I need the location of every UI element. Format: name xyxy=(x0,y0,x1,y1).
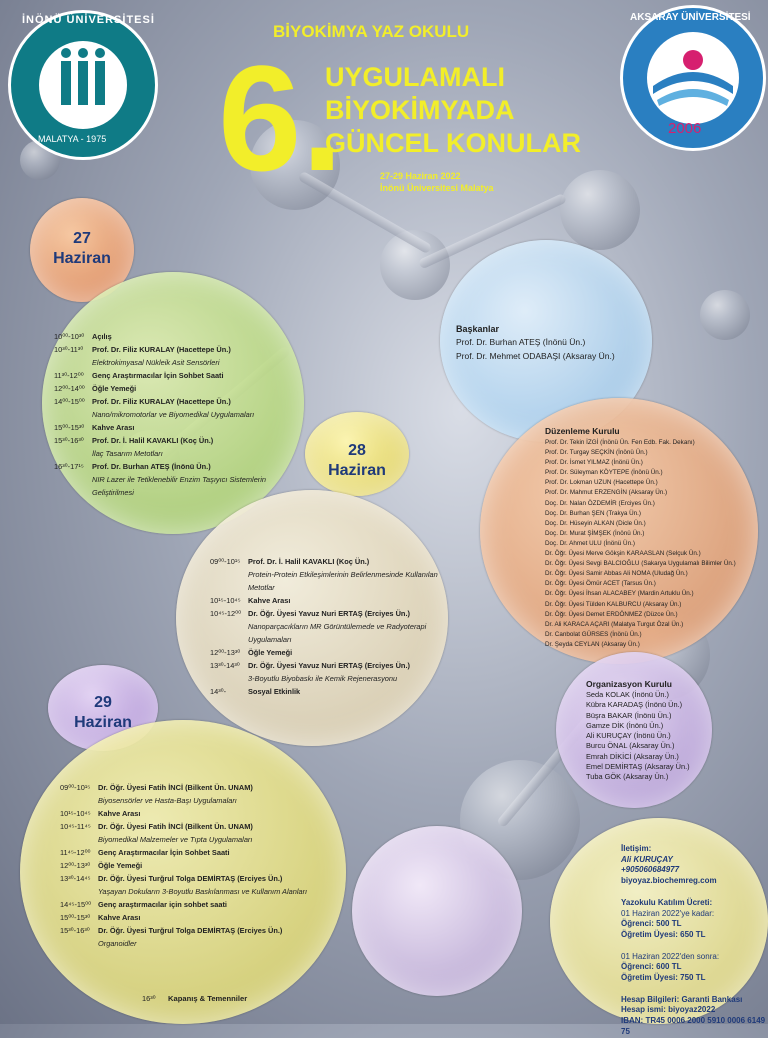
schedule-title: Prof. Dr. Filiz KURALAY (Hacettepe Ün.) xyxy=(92,345,231,354)
schedule-subtitle: Yaşayan Dokuların 3-Boyutlu Baskılanması ve Kullanım Alanları xyxy=(98,887,308,896)
day2-number: 28 xyxy=(348,442,366,459)
schedule-row xyxy=(54,421,294,434)
member-item: Ali KURUÇAY (İnönü Ün.) xyxy=(586,731,671,741)
day3-number: 29 xyxy=(94,694,112,711)
day2-month: Haziran xyxy=(328,462,386,479)
committee-title: Organizasyon Kurulu xyxy=(586,679,672,689)
fee-title: Yazokulu Katılım Ücreti: xyxy=(621,897,713,907)
member-item: Kübra KARADAŞ (İnönü Ün.) xyxy=(586,700,683,710)
day3-schedule xyxy=(60,781,330,950)
title-line-3: GÜNCEL KONULAR xyxy=(325,128,581,158)
schedule-subtitle: İlaç Tasarım Metotları xyxy=(92,449,163,458)
member-item: Dr. Ali KARACA AÇARI (Malatya Turgut Özal Ün.) xyxy=(545,620,684,628)
day3-month: Haziran xyxy=(74,714,132,731)
member-item: Seda KOLAK (İnönü Ün.) xyxy=(586,690,669,699)
schedule-title: Prof. Dr. Burhan ATEŞ (İnönü Ün.) xyxy=(92,462,211,471)
member-item: Prof. Dr. Süleyman KÖYTEPE (İnönü Ün.) xyxy=(545,469,663,477)
schedule-time: 09⁰⁰-10¹⁵ xyxy=(210,557,241,566)
inonu-logo-text: İNÖNÜ ÜNİVERSİTESİ xyxy=(22,14,155,26)
schedule-subtitle: Protein-Protein Etkileşimlerinin Belirlenmesinde Kullanılan Metotlar xyxy=(248,570,438,592)
schedule-row xyxy=(60,911,330,924)
schedule-title: Dr. Öğr. Üyesi Turğrul Tolga DEMİRTAŞ (Erciyes Ün.) xyxy=(98,874,283,883)
contact-phone[interactable]: +905060684977 xyxy=(621,865,680,875)
president-2: Prof. Dr. Mehmet ODABAŞI (Aksaray Ün.) xyxy=(456,351,615,361)
schedule-time: 10¹⁵-10⁴⁵ xyxy=(60,809,91,818)
member-item: Dr. Öğr. Üyesi Sevgi BALCIOĞLU (Sakarya Uygulamalı Bilimler Ün.) xyxy=(545,560,736,568)
president-1: Prof. Dr. Burhan ATEŞ (İnönü Ün.) xyxy=(456,337,586,347)
schedule-time: 11³⁰-12⁰⁰ xyxy=(54,371,84,380)
schedule-time: 15⁰⁰-15³⁰ xyxy=(60,913,91,922)
late-fee-label: 01 Haziran 2022'den sonra: xyxy=(621,951,720,961)
schedule-title: Açılış xyxy=(92,332,112,341)
member-item: Doç. Dr. Burhan ŞEN (Trakya Ün.) xyxy=(545,509,641,517)
schedule-title: Kahve Arası xyxy=(248,596,291,605)
schedule-row xyxy=(60,872,330,885)
contact-name: Ali KURUÇAY xyxy=(621,854,673,864)
schedule-time: 10¹⁵-10⁴⁵ xyxy=(210,596,241,605)
schedule-title: Dr. Öğr. Üyesi Yavuz Nuri ERTAŞ (Erciyes Ün.) xyxy=(248,661,410,670)
schedule-title: Dr. Öğr. Üyesi Fatih İNCİ (Bilkent Ün. UNAM) xyxy=(98,822,253,831)
schedule-time: 10³⁰-11³⁰ xyxy=(54,345,84,354)
schedule-row xyxy=(60,781,330,794)
schedule-time: 10⁰⁰-10³⁰ xyxy=(54,332,85,341)
member-item: Dr. Öğr. Üyesi İhsan ALACABEY (Mardin Artuklu Ün.) xyxy=(545,590,694,598)
schedule-row xyxy=(54,382,294,395)
contact-title: İletişim: xyxy=(621,844,652,853)
schedule-subtitle: NIR Lazer ile Tetiklenebilir Enzim Taşıyıcı Sistemlerin Geliştirilmesi xyxy=(92,475,267,497)
early-fee-student: Öğrenci: 500 TL xyxy=(621,919,682,929)
schedule-title: Öğle Yemeği xyxy=(98,861,143,870)
schedule-subtitle: Biyomedikal Malzemeler ve Tıpta Uygulamaları xyxy=(98,835,253,844)
member-item: Emrah DİKİCİ (Aksaray Ün.) xyxy=(586,751,679,761)
member-item: Tuba GÖK (Aksaray Ün.) xyxy=(586,772,669,782)
schedule-row xyxy=(60,820,330,833)
schedule-time: 10⁴⁵-12⁰⁰ xyxy=(210,609,242,618)
schedule-title: Öğle Yemeği xyxy=(248,648,293,657)
schedule-time: 12⁰⁰-14⁰⁰ xyxy=(54,384,85,393)
schedule-time: 11⁴⁵-12⁰⁰ xyxy=(60,848,91,857)
contact-website[interactable]: biyoyaz.biochemreg.com xyxy=(621,876,717,886)
member-item: Doç. Dr. Hüseyin ALKAN (Dicle Ün.) xyxy=(545,519,646,527)
schedule-row xyxy=(54,369,294,382)
schedule-time: 16³⁰-17¹⁵ xyxy=(54,462,84,471)
member-item: Prof. Dr. Tekin İZGİ (İnönü Ün. Fen Edb. Fak. Dekanı) xyxy=(545,439,695,446)
schedule-row xyxy=(54,460,294,473)
schedule-row xyxy=(54,343,294,356)
schedule-title: Dr. Öğr. Üyesi Yavuz Nuri ERTAŞ (Erciyes Ün.) xyxy=(248,609,410,618)
iban: IBAN: TR45 0006 2000 5910 0006 6149 75 xyxy=(621,1016,766,1036)
schedule-time: 09⁰⁰-10¹⁵ xyxy=(60,783,91,792)
early-fee-label: 01 Haziran 2022'ye kadar: xyxy=(621,908,715,918)
committee-members xyxy=(586,690,690,783)
schedule-row xyxy=(60,924,330,937)
closing-title: Kapanış & Temenniler xyxy=(168,994,248,1003)
organizing-title: Düzenleme Kurulu xyxy=(545,426,620,436)
contact-block xyxy=(621,844,768,1038)
schedule-title: Prof. Dr. İ. Halil KAVAKLI (Koç Ün.) xyxy=(248,557,370,566)
member-item: Dr. Öğr. Üyesi Samir Abbas Ali NOMA (Uludağ Ün.) xyxy=(545,570,688,578)
schedule-row xyxy=(210,594,440,607)
schedule-title: Genç Araştırmacılar İçin Sohbet Saati xyxy=(98,848,230,857)
schedule-subtitle: Nano/mikromotorlar ve Biyomedikal Uygulamaları xyxy=(92,410,255,419)
member-item: Dr. Öğr. Üyesi Tülden KALBURCU (Aksaray Ün.) xyxy=(545,600,682,608)
schedule-title: Sosyal Etkinlik xyxy=(248,687,301,696)
presidents-title: Başkanlar xyxy=(456,324,500,334)
member-item: Prof. Dr. Turgay SEÇKİN (İnönü Ün.) xyxy=(545,449,648,457)
schedule-time: 13³⁰-14⁴⁵ xyxy=(60,874,91,883)
early-fee-staff: Öğretim Üyesi: 650 TL xyxy=(621,929,706,939)
schedule-title: Öğle Yemeği xyxy=(92,384,137,393)
summer-school-title: BİYOKİMYA YAZ OKULU xyxy=(273,22,470,41)
member-item: Doç. Dr. Nalan ÖZDEMİR (Erciyes Ün.) xyxy=(545,499,655,507)
schedule-subtitle: Nanoparçacıkların MR Görüntülemede ve Radyoterapi Uygulamaları xyxy=(248,622,427,644)
schedule-title: Dr. Öğr. Üyesi Turğrul Tolga DEMİRTAŞ (Erciyes Ün.) xyxy=(98,926,283,935)
event-date: 27-29 Haziran 2022 xyxy=(380,171,461,181)
member-item: Dr. Canbolat GÜRSES (İnönü Ün.) xyxy=(545,630,642,638)
member-item: Prof. Dr. Mahmut ERZENGİN (Aksaray Ün.) xyxy=(545,489,668,497)
schedule-title: Kahve Arası xyxy=(98,913,141,922)
schedule-time: 12⁰⁰-13³⁰ xyxy=(210,648,241,657)
late-fee-staff: Öğretim Üyesi: 750 TL xyxy=(621,973,706,983)
schedule-subtitle: Biyosensörler ve Hasta-Başı Uygulamaları xyxy=(98,796,237,805)
schedule-time: 12⁰⁰-13³⁰ xyxy=(60,861,91,870)
member-item: Dr. Öğr. Üyesi Merve Gökşin KARAASLAN (Selçuk Ün.) xyxy=(545,550,701,558)
schedule-row xyxy=(54,330,294,343)
schedule-time: 15³⁰-16³⁰ xyxy=(54,436,84,445)
event-place: İnönü Üniversitesi Malatya xyxy=(380,183,494,193)
schedule-row xyxy=(54,434,294,447)
member-item: Dr. Öğr. Üyesi Ömür ACET (Tarsus Ün.) xyxy=(545,580,656,588)
day1-month: Haziran xyxy=(53,250,111,267)
schedule-title: Prof. Dr. Filiz KURALAY (Hacettepe Ün.) xyxy=(92,397,231,406)
decorative-bubble xyxy=(352,826,522,996)
schedule-row xyxy=(60,898,330,911)
member-item: Büşra BAKAR (İnönü Ün.) xyxy=(586,710,672,720)
schedule-time: 10⁴⁵-11⁴⁵ xyxy=(60,822,91,831)
schedule-row xyxy=(60,846,330,859)
member-item: Gamze DİK (İnönü Ün.) xyxy=(586,720,664,730)
schedule-time: 15³⁰-16³⁰ xyxy=(60,926,90,935)
schedule-title: Genç Araştırmacılar İçin Sohbet Saati xyxy=(92,371,224,380)
schedule-subtitle: 3-Boyutlu Biyobaskı ile Kemik Rejenerasyonu xyxy=(248,674,398,683)
late-fee-student: Öğrenci: 600 TL xyxy=(621,962,682,972)
day1-number: 27 xyxy=(73,230,91,247)
schedule-title: Prof. Dr. İ. Halil KAVAKLI (Koç Ün.) xyxy=(92,436,214,445)
aksaray-logo-text: AKSARAY ÜNİVERSİTESİ xyxy=(630,12,751,23)
account-name: Hesap ismi: biyoyaz2022 xyxy=(621,1005,716,1015)
schedule-time: 15⁰⁰-15³⁰ xyxy=(54,423,85,432)
schedule-row xyxy=(60,807,330,820)
schedule-time: 14³⁰- xyxy=(210,687,227,696)
schedule-title: Kahve Arası xyxy=(98,809,141,818)
schedule-row xyxy=(210,607,440,620)
inonu-logo-year: MALATYA - 1975 xyxy=(38,134,107,144)
aksaray-logo-year: 2006 xyxy=(668,120,702,137)
organizing-members xyxy=(545,438,736,650)
member-item: Burcu ÖNAL (Aksaray Ün.) xyxy=(586,741,675,751)
schedule-row xyxy=(210,555,440,568)
member-item: Dr. Öğr. Üyesi Demet ERDÖNMEZ (Düzce Ün.) xyxy=(545,610,678,618)
schedule-row xyxy=(54,395,294,408)
schedule-title: Dr. Öğr. Üyesi Fatih İNCİ (Bilkent Ün. UNAM) xyxy=(98,783,253,792)
closing-time: 16³⁰ xyxy=(142,994,156,1003)
schedule-row xyxy=(210,646,440,659)
schedule-time: 14⁰⁰-15⁰⁰ xyxy=(54,397,85,406)
schedule-title: Genç araştırmacılar için sohbet saati xyxy=(98,900,227,909)
edition-number: 6. xyxy=(218,34,344,202)
title-line-2: BİYOKİMYADA xyxy=(325,95,515,125)
schedule-row xyxy=(210,685,440,698)
schedule-title: Kahve Arası xyxy=(92,423,135,432)
schedule-row xyxy=(60,859,330,872)
member-item: Emel DEMİRTAŞ (Aksaray Ün.) xyxy=(586,762,690,772)
day1-schedule xyxy=(54,330,294,499)
schedule-subtitle: Elektrokimyasal Nükleik Asit Sensörleri xyxy=(92,358,220,367)
member-item: Doç. Dr. Murat ŞİMŞEK (İnönü Ün.) xyxy=(545,529,645,537)
member-item: Dr. Şeyda CEYLAN (Aksaray Ün.) xyxy=(545,640,640,648)
member-item: Prof. Dr. İsmet YILMAZ (İnönü Ün.) xyxy=(545,459,643,467)
member-item: Doç. Dr. Ahmet ULU (İnönü Ün.) xyxy=(545,539,635,547)
schedule-subtitle: Organoidler xyxy=(98,939,137,948)
day2-schedule xyxy=(210,555,440,698)
schedule-time: 13³⁰-14³⁰ xyxy=(210,661,240,670)
member-item: Prof. Dr. Lokman UZUN (Hacettepe Ün.) xyxy=(545,479,658,487)
title-line-1: UYGULAMALI xyxy=(325,62,505,92)
schedule-row xyxy=(210,659,440,672)
schedule-time: 14⁴⁵-15⁰⁰ xyxy=(60,900,92,909)
bank-info: Hesap Bilgileri: Garanti Bankası xyxy=(621,994,743,1004)
